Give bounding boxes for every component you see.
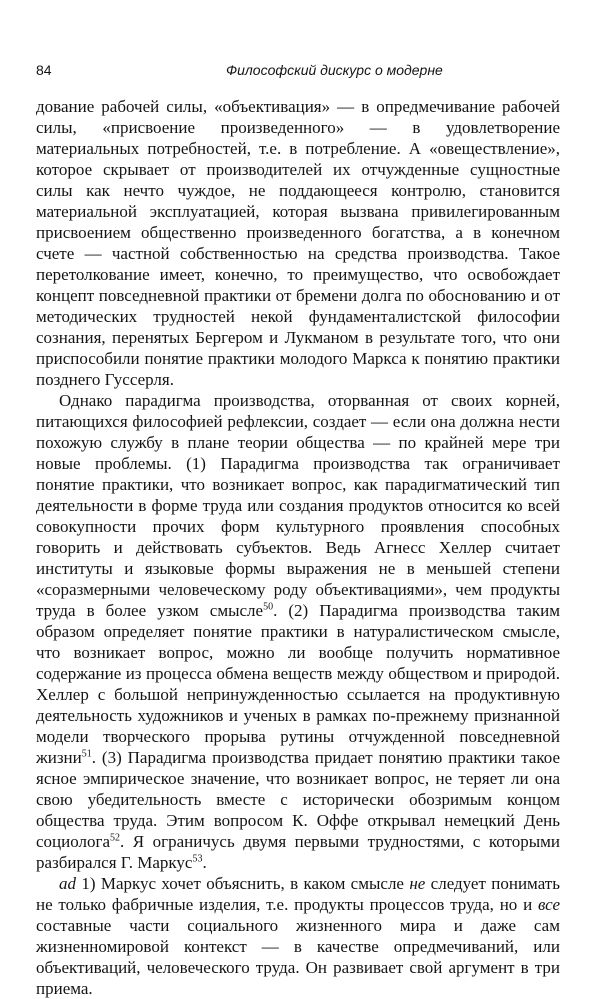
paragraph-3-emphasis-2: все (537, 895, 560, 914)
paragraph-2 (36, 390, 560, 873)
running-title: Философский дискурс о модерне (226, 62, 443, 78)
paragraph-1: дование рабочей силы, «объективация» — в опредмечивание рабочей силы, «присвоение произведенного» — в удовлетворение материальных потребностей, т.е. в потребление. А «овеществление», которое скрывает от производителей их отчужденные сущностные силы как нечто чуждое, не поддающееся контролю, становится материальной эксплуатацией, которая вызвана привилегированным присвоением общественно произведенного богатства, а в конечном счете — частной собственностью на средства производства. Такое перетолкование имеет, конечно, то преимущество, что освобождает концепт повседневной практики от бремени долга по обоснованию и от методических трудностей некой фундаменталистской философии сознания, перенятых Бергером и Лукманом в результате того, что они приспособили понятие практики молодого Маркса к понятию практики позднего Гуссерля. (36, 97, 560, 389)
page-header (36, 62, 562, 84)
paragraph-3-part-3: составные части социального жизненного мира и даже сам жизненномировой контекст — в качестве опредмечиваний, или объективаций, человеческого труда. Он развивает свой аргумент в три приема. (36, 916, 560, 998)
paragraph-2-part-5: . (202, 853, 207, 872)
footnote-ref-52[interactable]: 52 (110, 832, 121, 844)
paragraph-3-emphasis-1: не (409, 874, 426, 893)
paragraph-2-part-1: Однако парадигма производства, оторванная от своих корней, питающихся философией рефлексии, создает — если она должна нести похожую службу в плане теории общества — по крайней мере три новые проблемы. (1) Парадигма производства так ограничивает понятие практики, что возникает вопрос, как парадигматический тип деятельности в форме труда или создания продуктов относится ко всей совокупности прочих форм культурного проявления способных говорить и действовать субъектов. Ведь Агнесс Хеллер считает институты и языковые формы выражения не в меньшей степени «соразмерными человеческому роду объективациями», чем продукты труда в более узком смысле (36, 391, 560, 620)
paragraph-3-part-1: 1) Маркус хочет объяснить, в каком смысле (76, 874, 410, 893)
paragraph-3 (36, 873, 560, 999)
page-number: 84 (36, 62, 52, 78)
paragraph-2-part-4: . Я ограничусь двумя первыми трудностями, с которыми разбирался Г. Маркус (36, 832, 560, 872)
paragraph-2-part-2: . (2) Парадигма производства таким образом определяет понятие практики в натуралистическом смысле, что возникает вопрос, можно ли вообще получить нормативное содержание из процесса обмена веществ между обществом и природой. Хеллер с большой непринужденностью ссылается на продуктивную деятельность художников и ученых в рамках по-прежнему признанной модели творческого прорыва рутины отчужденной повседневной жизни (36, 601, 560, 767)
footnote-ref-53[interactable]: 53 (192, 853, 203, 865)
paragraph-3-part-2: следует понимать не только фабричные изделия, т.е. продукты процессов труда, но и (36, 874, 560, 914)
footnote-ref-50[interactable]: 50 (263, 601, 274, 613)
paragraph-3-lead: ad (59, 874, 76, 893)
footnote-ref-51[interactable]: 51 (81, 748, 92, 760)
paragraph-2-part-3: . (3) Парадигма производства придает понятию практики такое ясное эмпирическое значение, что возникает вопрос, не теряет ли она свою убедительность вместе с исторически обозримым концом общества труда. Этим вопросом К. Оффе открывал немецкий День социолога (36, 748, 560, 851)
body-text (36, 96, 560, 999)
